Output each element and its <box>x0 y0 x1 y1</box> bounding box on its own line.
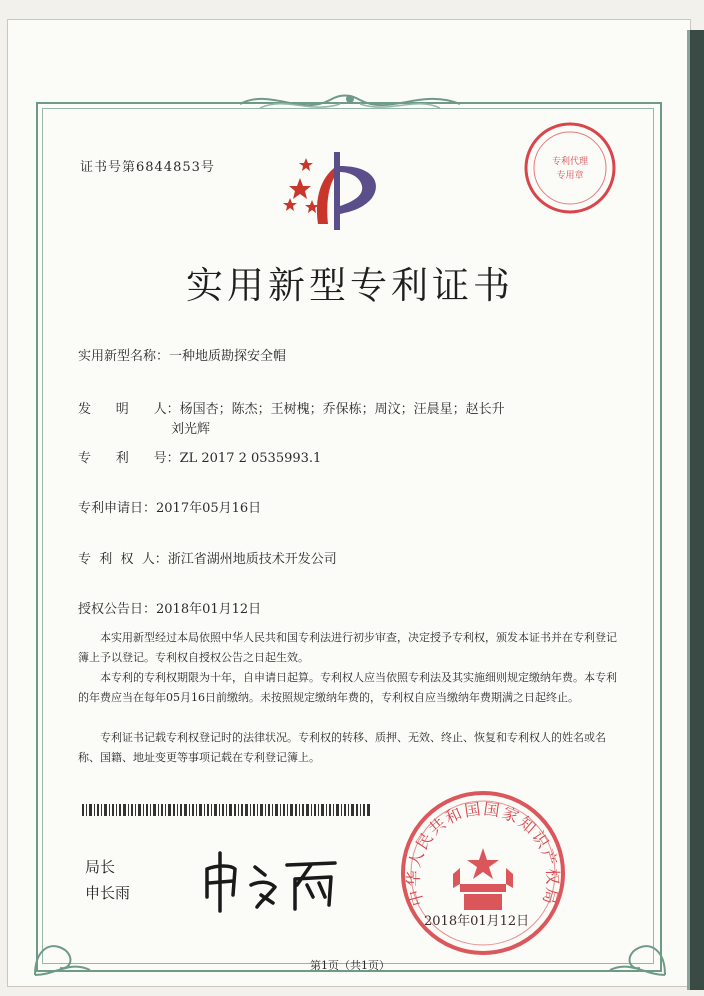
field-grant-date <box>78 598 261 617</box>
corner-ornament-bottom-left <box>30 910 100 980</box>
binding-edge <box>690 30 704 990</box>
field-label: 实用新型名称： <box>78 349 170 364</box>
paragraph-term: 本专利的专利权期限为十年，自申请日起算。专利权人应当依照专利法及其实施细则规定缴纳年费。本专利的年费应当在每年05月16日前缴纳。未按照规定缴纳年费的，专利权自应当缴纳年费期满之日起终止。 <box>78 671 617 704</box>
handwritten-signature <box>195 845 345 915</box>
paragraph-legal-status: 专利证书记载专利权登记时的法律状况。专利权的转移、质押、无效、终止、恢复和专利权人的姓名或名称、国籍、地址变更等事项记载在专利登记簿上。 <box>78 731 606 764</box>
field-value: 杨国杏；陈杰；王树槐；乔保栋；周汶；汪晨星；赵长升 <box>179 402 505 417</box>
field-label: 专 利 权 人： <box>78 552 168 567</box>
page-number: 第1页（共1页） <box>310 959 390 972</box>
agency-seal <box>520 118 620 218</box>
signatory-role: 局长 <box>85 858 116 876</box>
patent-office-logo <box>282 148 392 238</box>
field-inventors-line2: 刘光辉 <box>171 422 211 437</box>
certificate-title: 实用新型专利证书 <box>186 264 514 307</box>
certificate-number: 证书号第6844853号 <box>80 160 215 175</box>
corner-ornament-bottom-right <box>600 900 670 980</box>
field-label: 专 利 号： <box>78 451 180 466</box>
field-utility-model-name <box>78 345 286 364</box>
field-value: 2017年05月16日 <box>156 501 262 516</box>
field-patentee <box>78 548 337 567</box>
top-ornament <box>230 86 470 120</box>
field-value: 一种地质勘探安全帽 <box>169 349 287 364</box>
barcode <box>82 804 372 816</box>
field-filing-date <box>78 497 261 516</box>
field-value: ZL 2017 2 0535993.1 <box>179 451 322 466</box>
field-label: 授权公告日： <box>78 602 157 617</box>
field-value: 浙江省湖州地质技术开发公司 <box>167 552 337 567</box>
official-seal <box>398 788 568 958</box>
field-label: 发 明 人： <box>78 402 180 417</box>
official-seal-text: 中华人民共和国国家知识产权局 <box>403 799 563 909</box>
svg-text:专利代理: 专利代理 <box>551 157 589 167</box>
field-patent-number <box>78 447 321 466</box>
svg-text:专用章: 专用章 <box>556 171 584 181</box>
field-inventors <box>78 398 505 417</box>
field-value: 2018年01月12日 <box>156 602 262 617</box>
official-seal-date: 2018年01月12日 <box>424 914 530 929</box>
signatory-name: 申长雨 <box>85 884 131 902</box>
binding-edge-trim <box>687 30 690 990</box>
field-label: 专利申请日： <box>78 501 157 516</box>
paragraph-grant: 本实用新型经过本局依照中华人民共和国专利法进行初步审查，决定授予专利权，颁发本证书并在专利登记簿上予以登记。专利权自授权公告之日起生效。 <box>78 631 617 664</box>
